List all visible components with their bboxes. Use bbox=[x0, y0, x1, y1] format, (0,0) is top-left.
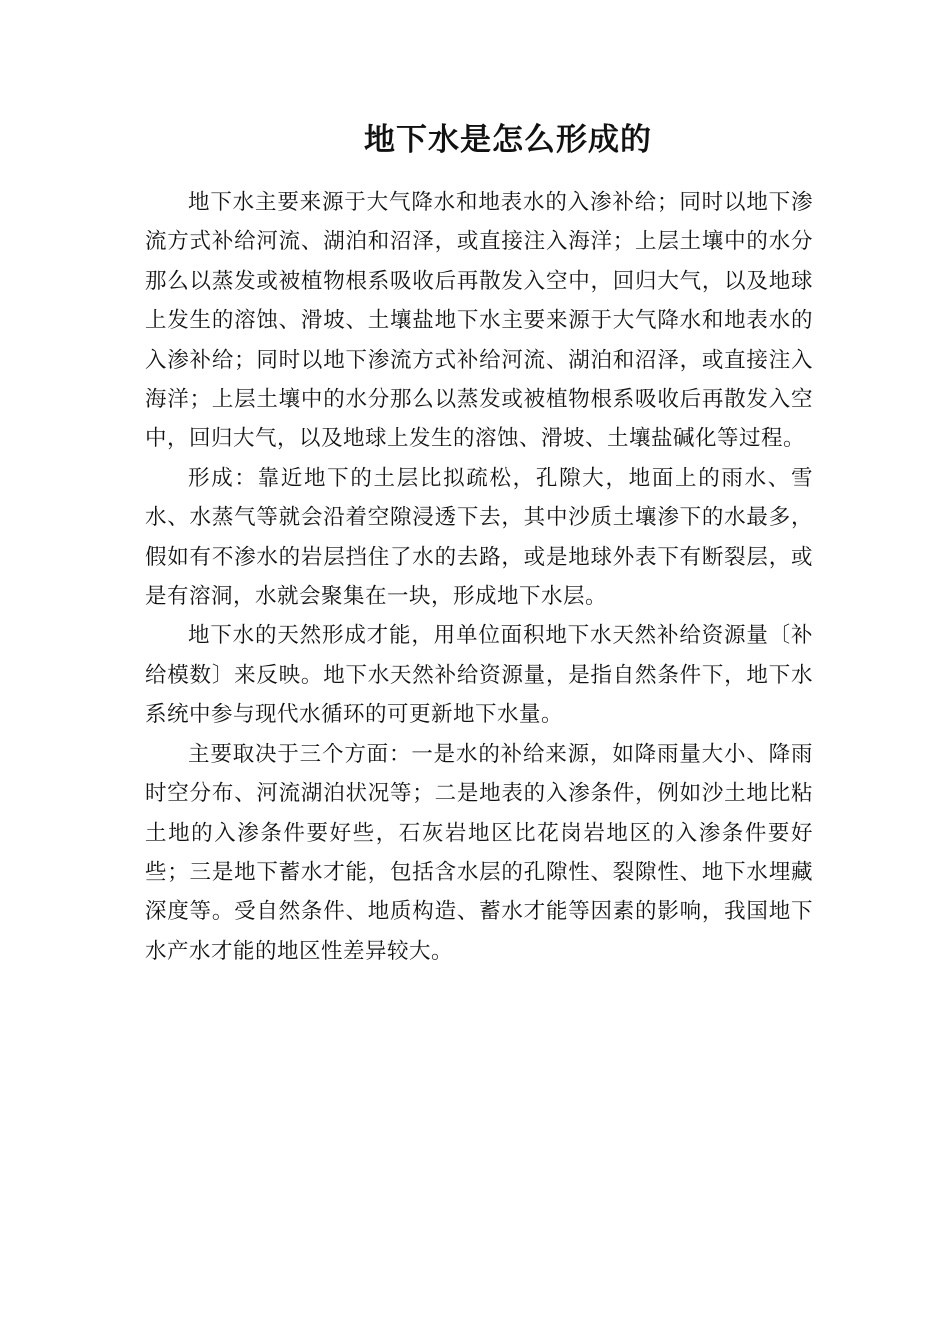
paragraph-4: 主要取决于三个方面：一是水的补给来源，如降雨量大小、降雨时空分布、河流湖泊状况等；二是地表的入渗条件，例如沙土地比粘土地的入渗条件要好些，石灰岩地区比花岗岩地区的入渗条件要好些；三是地下蓄水才能，包括含水层的孔隙性、裂隙性、地下水埋藏深度等。受自然条件、地质构造、蓄水才能等因素的影响，我国地下水产水才能的地区性差异较大。 bbox=[145, 741, 813, 964]
document-body bbox=[145, 183, 813, 971]
paragraph-1: 地下水主要来源于大气降水和地表水的入渗补给；同时以地下渗流方式补给河流、湖泊和沼泽，或直接注入海洋；上层土壤中的水分那么以蒸发或被植物根系吸收后再散发入空中，回归大气，以及地球上发生的溶蚀、滑坡、土壤盐地下水主要来源于大气降水和地表水的入渗补给；同时以地下渗流方式补给河流、湖泊和沼泽，或直接注入海洋；上层土壤中的水分那么以蒸发或被植物根系吸收后再散发入空中，回归大气，以及地球上发生的溶蚀、滑坡、土壤盐碱化等过程。 bbox=[145, 190, 813, 452]
document-title: 地下水是怎么形成的 bbox=[364, 122, 652, 158]
paragraph-2: 形成：靠近地下的土层比拟疏松，孔隙大，地面上的雨水、雪水、水蒸气等就会沿着空隙浸透下去，其中沙质土壤渗下的水最多，假如有不渗水的岩层挡住了水的去路，或是地球外表下有断裂层，或是有溶洞，水就会聚集在一块，形成地下水层。 bbox=[145, 465, 813, 610]
paragraph-3: 地下水的天然形成才能，用单位面积地下水天然补给资源量〔补给模数〕来反映。地下水天然补给资源量，是指自然条件下，地下水系统中参与现代水循环的可更新地下水量。 bbox=[145, 623, 813, 728]
